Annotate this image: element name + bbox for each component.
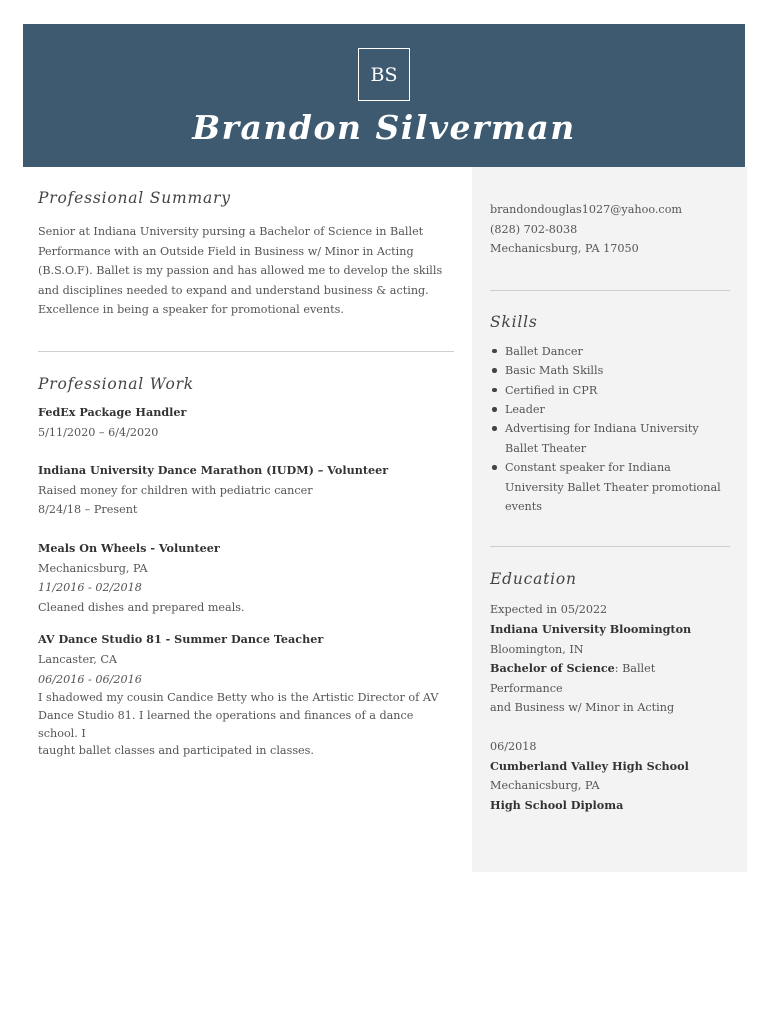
education-date: Expected in 05/2022: [490, 603, 608, 617]
sidebar-column: [490, 200, 730, 815]
skill-item: [490, 419, 730, 458]
education-school: Cumberland Valley High School: [490, 758, 689, 773]
degree-label: Bachelor of Science: [490, 661, 615, 676]
skill-text: events: [505, 500, 543, 514]
contact-address: Mechanicsburg, PA 17050: [490, 242, 639, 256]
education-heading: Education: [490, 570, 577, 589]
section-divider: [490, 546, 730, 547]
skill-text: Advertising for Indiana University: [505, 422, 699, 436]
job-entry: [38, 539, 454, 617]
job-entry: [38, 630, 454, 760]
work-heading: Professional Work: [38, 374, 194, 393]
education-degree: [490, 659, 730, 698]
skill-text: Certified in CPR: [505, 383, 598, 397]
job-description-line: taught ballet classes and participated in classes.: [38, 744, 314, 758]
degree-field-continued: and Business w/ Minor in Acting: [490, 701, 675, 715]
job-description: Cleaned dishes and prepared meals.: [38, 600, 245, 614]
main-column: [38, 185, 454, 760]
skill-text: University Ballet Theater promotional: [505, 480, 721, 494]
job-dates: 5/11/2020 – 6/4/2020: [38, 425, 159, 439]
job-description-line: I shadowed my cousin Candice Betty who is the Artistic Director of AV: [38, 691, 439, 705]
skill-text: Ballet Dancer: [505, 344, 583, 358]
job-dates: 11/2016 - 02/2018: [38, 581, 142, 595]
job-title: Meals On Wheels - Volunteer: [38, 540, 220, 555]
section-divider: [38, 351, 454, 352]
education-location: Bloomington, IN: [490, 642, 584, 656]
education-school: Indiana University Bloomington: [490, 622, 692, 637]
summary-text: [38, 222, 454, 320]
job-title: FedEx Package Handler: [38, 404, 187, 419]
summary-line: and disciplines needed to expand and understand business & acting.: [38, 283, 429, 297]
job-description-line: Dance Studio 81. I learned the operations and finances of a dance school. I: [38, 708, 414, 740]
candidate-name: Brandon Silverman: [192, 108, 576, 147]
skill-text: Basic Math Skills: [505, 364, 604, 378]
education-date: 06/2018: [490, 740, 537, 753]
education-entry: [490, 737, 730, 815]
skill-item: [490, 381, 730, 400]
skill-text: Leader: [505, 403, 545, 416]
summary-line: (B.S.O.F). Ballet is my passion and has allowed me to develop the skills: [38, 264, 443, 278]
job-dates: 8/24/18 – Present: [38, 503, 138, 517]
contact-block: [490, 200, 730, 259]
degree-field: : Ballet Performance: [490, 662, 656, 695]
job-title: Indiana University Dance Marathon (IUDM) – Volunteer: [38, 463, 389, 478]
initials-monogram: BS: [358, 48, 410, 101]
skill-item: [490, 400, 730, 419]
skill-item: [490, 361, 730, 380]
job-description: Raised money for children with pediatric cancer: [38, 483, 313, 497]
skill-text: Constant speaker for Indiana: [505, 461, 671, 475]
job-description: [38, 689, 454, 760]
header-banner: [23, 24, 745, 167]
summary-line: Senior at Indiana University pursing a Bachelor of Science in Ballet: [38, 225, 424, 238]
contact-email: brandondouglas1027@yahoo.com: [490, 203, 683, 216]
section-divider: [490, 290, 730, 291]
education-entry: [490, 600, 730, 718]
degree-label: High School Diploma: [490, 797, 624, 812]
summary-line: Performance with an Outside Field in Business w/ Minor in Acting: [38, 244, 414, 258]
summary-heading: Professional Summary: [38, 189, 231, 207]
contact-phone: (828) 702-8038: [490, 222, 578, 236]
job-dates: 06/2016 - 06/2016: [38, 672, 142, 686]
skill-item: [490, 458, 730, 516]
skill-text: Ballet Theater: [505, 441, 587, 455]
job-entry: [38, 403, 454, 442]
job-location: Mechanicsburg, PA: [38, 561, 148, 575]
skills-list: [490, 342, 730, 517]
job-location: Lancaster, CA: [38, 652, 117, 666]
skill-item: [490, 342, 730, 361]
job-entry: [38, 461, 454, 520]
skills-heading: Skills: [490, 312, 538, 331]
education-location: Mechanicsburg, PA: [490, 779, 600, 793]
job-title: AV Dance Studio 81 - Summer Dance Teacher: [38, 632, 324, 647]
summary-line: Excellence in being a speaker for promotional events.: [38, 303, 344, 317]
